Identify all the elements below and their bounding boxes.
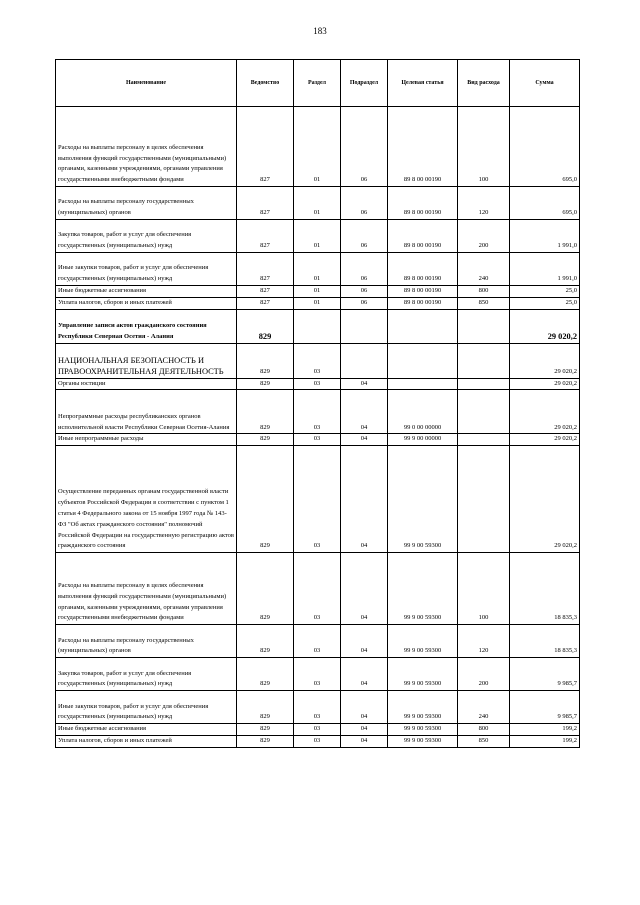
row-expense-type: 120 — [458, 625, 510, 658]
row-expense-type — [458, 390, 510, 434]
table-row — [56, 658, 580, 691]
row-department: 829 — [237, 658, 294, 691]
table-row — [56, 187, 580, 220]
row-department: 829 — [237, 691, 294, 724]
row-section: 01 — [294, 220, 341, 253]
row-name: Управление записи актов гражданского состояния Республики Северная Осетия - Алания — [56, 309, 237, 343]
row-section: 03 — [294, 553, 341, 625]
table-row — [56, 343, 580, 378]
row-department: 827 — [237, 297, 294, 309]
row-section: 03 — [294, 625, 341, 658]
table-header-row — [56, 60, 580, 107]
row-target-item: 99 9 00 59300 — [388, 625, 458, 658]
row-amount: 25,0 — [510, 286, 580, 298]
row-subsection — [341, 343, 388, 378]
row-name: Осуществление переданных органам государственной власти субъектов Российской Федерации в соответствии с пунктом 1 статьи 4 Федерального закона от 15 ноября 1997 года № 143-ФЗ "Об актах гражданского состояния" полномочий Российской Федерации на государственную регистрацию актов гражданского состояния — [56, 446, 237, 553]
row-name: Иные бюджетные ассигнования — [56, 286, 237, 298]
row-section: 03 — [294, 691, 341, 724]
row-amount: 29 020,2 — [510, 309, 580, 343]
row-section: 03 — [294, 434, 341, 446]
table-row — [56, 297, 580, 309]
row-section: 03 — [294, 390, 341, 434]
row-expense-type — [458, 434, 510, 446]
row-subsection: 06 — [341, 107, 388, 187]
row-subsection: 04 — [341, 553, 388, 625]
row-amount: 1 991,0 — [510, 220, 580, 253]
row-amount: 29 020,2 — [510, 434, 580, 446]
table-row — [56, 625, 580, 658]
row-amount: 695,0 — [510, 187, 580, 220]
row-section: 03 — [294, 658, 341, 691]
row-expense-type — [458, 309, 510, 343]
row-section: 03 — [294, 724, 341, 736]
table-row — [56, 434, 580, 446]
row-subsection: 04 — [341, 434, 388, 446]
row-amount: 695,0 — [510, 107, 580, 187]
row-amount: 25,0 — [510, 297, 580, 309]
table-row — [56, 724, 580, 736]
row-name: Закупка товаров, работ и услуг для обеспечения государственных (муниципальных) нужд — [56, 658, 237, 691]
header-section: Раздел — [294, 60, 341, 107]
row-department: 827 — [237, 286, 294, 298]
row-subsection — [341, 309, 388, 343]
row-expense-type: 800 — [458, 724, 510, 736]
row-subsection: 06 — [341, 220, 388, 253]
row-target-item: 89 8 00 00190 — [388, 253, 458, 286]
row-name: НАЦИОНАЛЬНАЯ БЕЗОПАСНОСТЬ И ПРАВООХРАНИТЕЛЬНАЯ ДЕЯТЕЛЬНОСТЬ — [56, 343, 237, 378]
row-subsection: 04 — [341, 378, 388, 390]
row-amount: 9 985,7 — [510, 691, 580, 724]
header-subsection: Подраздел — [341, 60, 388, 107]
row-amount: 18 835,3 — [510, 553, 580, 625]
row-name: Органы юстиции — [56, 378, 237, 390]
row-target-item: 89 8 00 00190 — [388, 107, 458, 187]
row-name: Расходы на выплаты персоналу в целях обеспечения выполнения функций государственными (муниципальными) органами, казенными учреждениями, органами управления государственными внебюджетными фондами — [56, 553, 237, 625]
row-target-item: 89 8 00 00190 — [388, 297, 458, 309]
row-section: 03 — [294, 343, 341, 378]
row-expense-type: 850 — [458, 735, 510, 747]
row-target-item — [388, 309, 458, 343]
row-expense-type: 800 — [458, 286, 510, 298]
row-expense-type: 120 — [458, 187, 510, 220]
row-section: 03 — [294, 446, 341, 553]
row-subsection: 04 — [341, 724, 388, 736]
row-subsection: 04 — [341, 658, 388, 691]
row-subsection: 04 — [341, 735, 388, 747]
row-target-item: 99 9 00 00000 — [388, 434, 458, 446]
table-row — [56, 309, 580, 343]
row-department: 829 — [237, 735, 294, 747]
row-expense-type: 200 — [458, 220, 510, 253]
row-department: 829 — [237, 434, 294, 446]
row-target-item — [388, 343, 458, 378]
row-target-item: 99 9 00 59300 — [388, 691, 458, 724]
row-subsection: 06 — [341, 253, 388, 286]
table-row — [56, 253, 580, 286]
row-amount: 29 020,2 — [510, 446, 580, 553]
row-section: 01 — [294, 253, 341, 286]
table-row — [56, 553, 580, 625]
row-name: Иные закупки товаров, работ и услуг для обеспечения государственных (муниципальных) нужд — [56, 691, 237, 724]
row-section: 01 — [294, 107, 341, 187]
header-department: Ведомство — [237, 60, 294, 107]
row-department: 829 — [237, 343, 294, 378]
row-section: 03 — [294, 378, 341, 390]
row-subsection: 06 — [341, 286, 388, 298]
row-target-item: 99 9 00 59300 — [388, 446, 458, 553]
table-row — [56, 378, 580, 390]
row-department: 827 — [237, 187, 294, 220]
row-department: 829 — [237, 390, 294, 434]
row-subsection: 04 — [341, 625, 388, 658]
row-department: 827 — [237, 220, 294, 253]
row-amount: 29 020,2 — [510, 343, 580, 378]
row-expense-type: 100 — [458, 107, 510, 187]
row-target-item: 99 9 00 59300 — [388, 553, 458, 625]
row-name: Иные бюджетные ассигнования — [56, 724, 237, 736]
header-target-item: Целевая статья — [388, 60, 458, 107]
row-target-item: 99 9 00 59300 — [388, 658, 458, 691]
row-expense-type: 200 — [458, 658, 510, 691]
row-expense-type — [458, 446, 510, 553]
row-expense-type — [458, 343, 510, 378]
row-amount: 199,2 — [510, 724, 580, 736]
table-row — [56, 735, 580, 747]
row-subsection: 06 — [341, 297, 388, 309]
row-section: 03 — [294, 735, 341, 747]
row-expense-type: 240 — [458, 253, 510, 286]
row-section: 01 — [294, 187, 341, 220]
row-target-item: 89 8 00 00190 — [388, 187, 458, 220]
table-row — [56, 286, 580, 298]
row-name: Уплата налогов, сборов и иных платежей — [56, 735, 237, 747]
row-section: 01 — [294, 286, 341, 298]
row-department: 829 — [237, 724, 294, 736]
row-section — [294, 309, 341, 343]
row-subsection: 04 — [341, 691, 388, 724]
row-department: 827 — [237, 253, 294, 286]
header-name: Наименование — [56, 60, 237, 107]
row-name: Иные непрограммные расходы — [56, 434, 237, 446]
row-section: 01 — [294, 297, 341, 309]
row-name: Иные закупки товаров, работ и услуг для обеспечения государственных (муниципальных) нужд — [56, 253, 237, 286]
row-amount: 9 985,7 — [510, 658, 580, 691]
row-department: 827 — [237, 107, 294, 187]
row-department: 829 — [237, 309, 294, 343]
budget-table — [55, 59, 580, 748]
row-target-item: 99 9 00 59300 — [388, 735, 458, 747]
page-number: 183 — [313, 26, 327, 36]
row-department: 829 — [237, 378, 294, 390]
row-department: 829 — [237, 446, 294, 553]
row-name: Расходы на выплаты персоналу государственных (муниципальных) органов — [56, 187, 237, 220]
row-amount: 29 020,2 — [510, 390, 580, 434]
row-target-item: 99 9 00 59300 — [388, 724, 458, 736]
row-expense-type — [458, 378, 510, 390]
header-expense-type: Вид расхода — [458, 60, 510, 107]
row-target-item: 99 0 00 00000 — [388, 390, 458, 434]
header-amount: Сумма — [510, 60, 580, 107]
table-row — [56, 446, 580, 553]
table-row — [56, 390, 580, 434]
table-row — [56, 220, 580, 253]
row-target-item: 89 8 00 00190 — [388, 286, 458, 298]
row-name: Непрограммные расходы республиканских органов исполнительной власти Республики Северная Осетия-Алания — [56, 390, 237, 434]
row-amount: 199,2 — [510, 735, 580, 747]
row-subsection: 04 — [341, 446, 388, 553]
row-expense-type: 240 — [458, 691, 510, 724]
row-amount: 29 020,2 — [510, 378, 580, 390]
row-expense-type: 850 — [458, 297, 510, 309]
table-row — [56, 691, 580, 724]
row-name: Расходы на выплаты персоналу в целях обеспечения выполнения функций государственными (муниципальными) органами, казенными учреждениями, органами управления государственными внебюджетными фондами — [56, 107, 237, 187]
row-department: 829 — [237, 553, 294, 625]
row-subsection: 06 — [341, 187, 388, 220]
row-name: Закупка товаров, работ и услуг для обеспечения государственных (муниципальных) нужд — [56, 220, 237, 253]
row-name: Расходы на выплаты персоналу государственных (муниципальных) органов — [56, 625, 237, 658]
row-target-item — [388, 378, 458, 390]
row-amount: 18 835,3 — [510, 625, 580, 658]
row-subsection: 04 — [341, 390, 388, 434]
row-expense-type: 100 — [458, 553, 510, 625]
row-department: 829 — [237, 625, 294, 658]
row-amount: 1 991,0 — [510, 253, 580, 286]
row-target-item: 89 8 00 00190 — [388, 220, 458, 253]
table-row — [56, 107, 580, 187]
row-name: Уплата налогов, сборов и иных платежей — [56, 297, 237, 309]
